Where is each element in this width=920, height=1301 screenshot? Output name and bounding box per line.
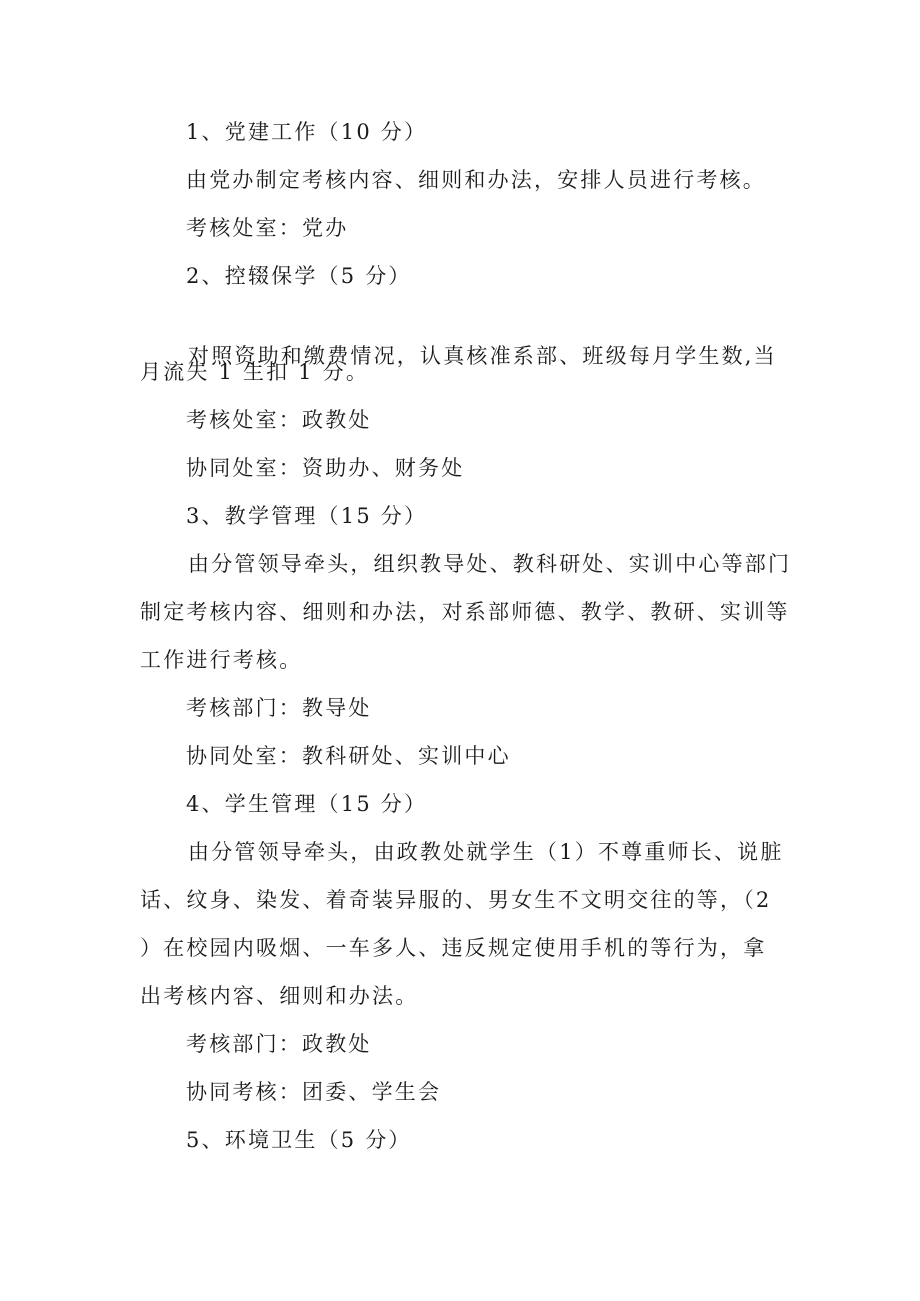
cooperating-office: 协同处室：资助办、财务处 [186, 456, 465, 480]
paragraph-line: 月流失 1 生扣 1 分。 [140, 360, 370, 384]
section-heading-student-management: 4、学生管理（15 分） [186, 792, 428, 816]
assessment-department: 考核部门：政教处 [186, 1032, 372, 1056]
cooperating-office: 协同处室：教科研处、实训中心 [186, 744, 511, 768]
paragraph-line: 由党办制定考核内容、细则和办法，安排人员进行考核。 [186, 168, 766, 192]
paragraph-line: 由分管领导牵头，组织教导处、教科研处、实训中心等部门 [188, 552, 792, 576]
paragraph-line: 由分管领导牵头，由政教处就学生（1）不尊重师长、说脏 [188, 840, 784, 864]
paragraph-line: 话、纹身、染发、着奇装异服的、男女生不文明交往的等，（2 [140, 888, 772, 912]
assessment-office: 考核处室：政教处 [186, 408, 372, 432]
section-heading-environmental-hygiene: 5、环境卫生（5 分） [186, 1128, 412, 1152]
paragraph-line: 对照资助和缴费情况，认真核准系部、班级每月学生数,当 [188, 344, 777, 368]
assessment-department: 考核部门：教导处 [186, 696, 372, 720]
section-heading-dropout-control: 2、控辍保学（5 分） [186, 264, 412, 288]
section-heading-party-building: 1、党建工作（10 分） [186, 120, 428, 144]
assessment-office: 考核处室：党办 [186, 216, 349, 240]
paragraph-line: ）在校园内吸烟、一车多人、违反规定使用手机的等行为，拿 [140, 936, 767, 960]
section-heading-teaching-management: 3、教学管理（15 分） [186, 504, 428, 528]
paragraph-line: 出考核内容、细则和办法。 [140, 984, 419, 1008]
cooperating-assessment: 协同考核：团委、学生会 [186, 1080, 442, 1104]
paragraph-line: 工作进行考核。 [140, 648, 303, 672]
paragraph-line: 制定考核内容、细则和办法，对系部师德、教学、教研、实训等 [140, 600, 790, 624]
